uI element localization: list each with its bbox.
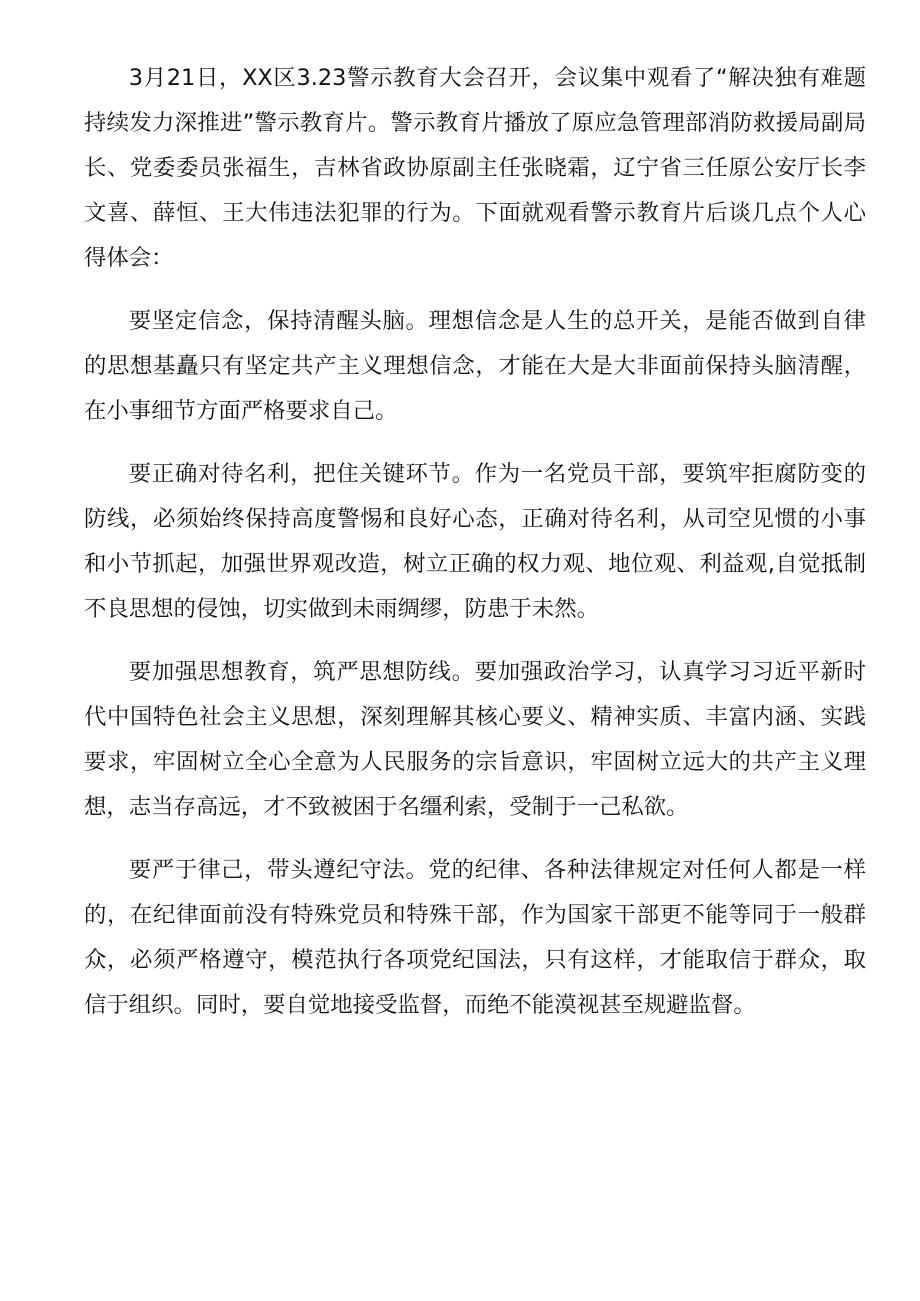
paragraph-intro: 3月21日，XX区3.23警示教育大会召开，会议集中观看了“解决独有难题持续发力深推进”警示教育片。警示教育片播放了原应急管理部消防救援局副局长、党委委员张福生，吉林省政协原副主任张晓霜，辽宁省三任原公安厅长李文喜、薛恒、王大伟违法犯罪的行为。下面就观看警示教育片后谈几点个人心得体会： [84,65,866,271]
document-body [84,56,866,1046]
paragraph-fame-and-gain: 要正确对待名利，把住关键环节。作为一名党员干部，要筑牢拒腐防变的防线，必须始终保持高度警惕和良好心态，正确对待名利，从司空见惯的小事和小节抓起，加强世界观改造，树立正确的权力观、地位观、利益观,自觉抵制不良思想的侵蚀，切实做到未雨绸缪，防患于未然。 [84,461,866,622]
paragraph-ideological-education: 要加强思想教育，筑严思想防线。要加强政治学习，认真学习习近平新时代中国特色社会主义思想，深刻理解其核心要义、精神实质、丰富内涵、实践要求，牢固树立全心全意为人民服务的宗旨意识，牢固树立远大的共产主义理想，志当存高远，才不致被困于名缰利索，受制于一己私欲。 [84,659,866,820]
paragraph-self-discipline: 要严于律己，带头遵纪守法。党的纪律、各种法律规定对任何人都是一样的，在纪律面前没有特殊党员和特殊干部，作为国家干部更不能等同于一般群众，必须严格遵守，模范执行各项党纪国法，只有这样，才能取信于群众，取信于组织。同时，要自觉地接受监督，而绝不能漠视甚至规避监督。 [84,857,866,1018]
paragraph-firm-belief: 要坚定信念，保持清醒头脑。理想信念是人生的总开关，是能否做到自律的思想基矗只有坚定共产主义理想信念，才能在大是大非面前保持头脑清醒，在小事细节方面严格要求自己。 [84,308,866,424]
